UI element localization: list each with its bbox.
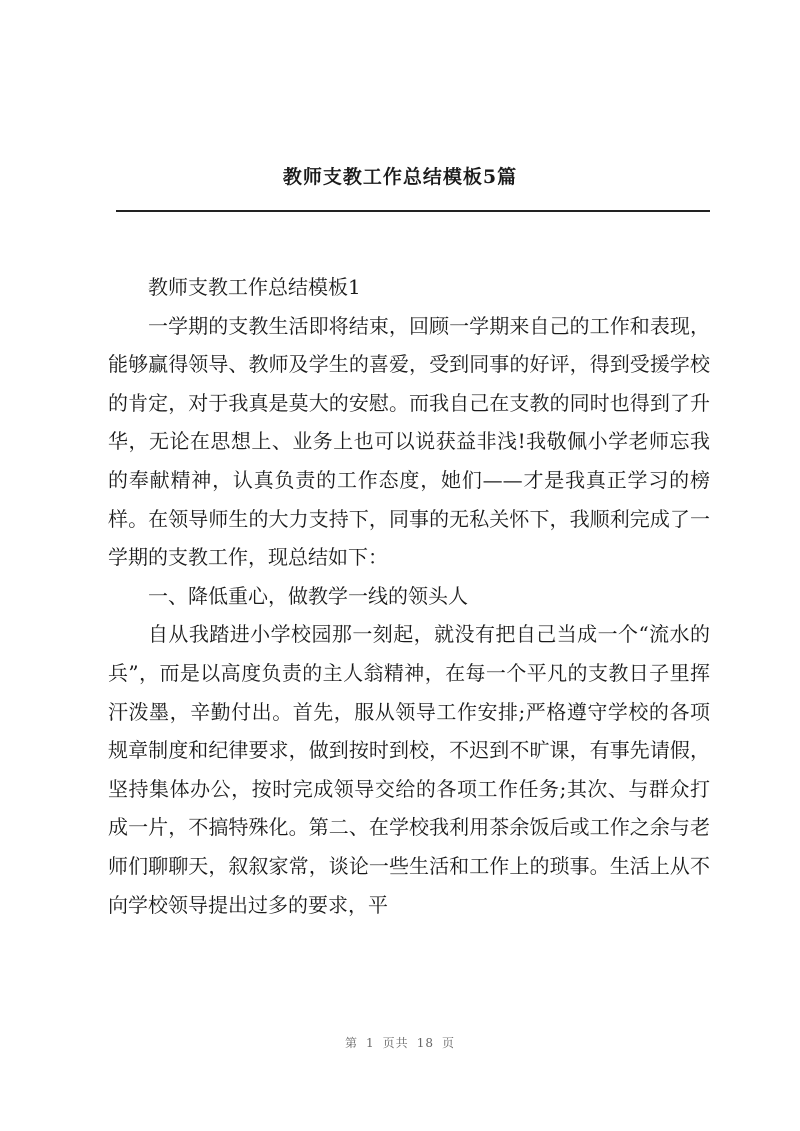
footer-total-pages: 18 xyxy=(416,1036,434,1050)
document-body xyxy=(108,268,710,924)
body-paragraph: 自从我踏进小学校园那一刻起，就没有把自己当成一个“流水的兵”，而是以高度负责的主人翁精神，在每一个平凡的支教日子里挥汗泼墨，辛勤付出。首先，服从领导工作安排;严格遵守学校的各项规章制度和纪律要求，做到按时到校，不迟到不旷课，有事先请假，坚持集体办公，按时完成领导交给的各项工作任务;其次、与群众打成一片，不搞特殊化。第二、在学校我利用茶余饭后或工作之余与老师们聊聊天，叙叙家常，谈论一些生活和工作上的琐事。生活上从不向学校领导提出过多的要求，平 xyxy=(108,622,710,917)
footer-label-middle: 页共 xyxy=(382,1036,409,1050)
footer-label-prefix: 第 xyxy=(345,1036,359,1050)
section-heading: 教师支教工作总结模板1 xyxy=(148,275,361,299)
body-paragraph: 一学期的支教生活即将结束，回顾一学期来自己的工作和表现，能够赢得领导、教师及学生的喜爱，受到同事的好评，得到受援学校的肯定，对于我真是莫大的安慰。而我自己在支教的同时也得到了升华，无论在思想上、业务上也可以说获益非浅!我敬佩小学老师忘我的奉献精神，认真负责的工作态度，她们——才是我真正学习的榜样。在领导师生的大力支持下，同事的无私关怀下，我顺利完成了一学期的支教工作，现总结如下： xyxy=(108,313,710,570)
page-title: 教师支教工作总结模板5篇 xyxy=(282,166,518,188)
page-footer xyxy=(0,1034,800,1051)
footer-current-page: 1 xyxy=(366,1036,375,1050)
title-divider xyxy=(116,210,710,212)
footer-label-suffix: 页 xyxy=(441,1036,455,1050)
subsection-heading: 一、降低重心，做教学一线的领头人 xyxy=(148,583,468,608)
